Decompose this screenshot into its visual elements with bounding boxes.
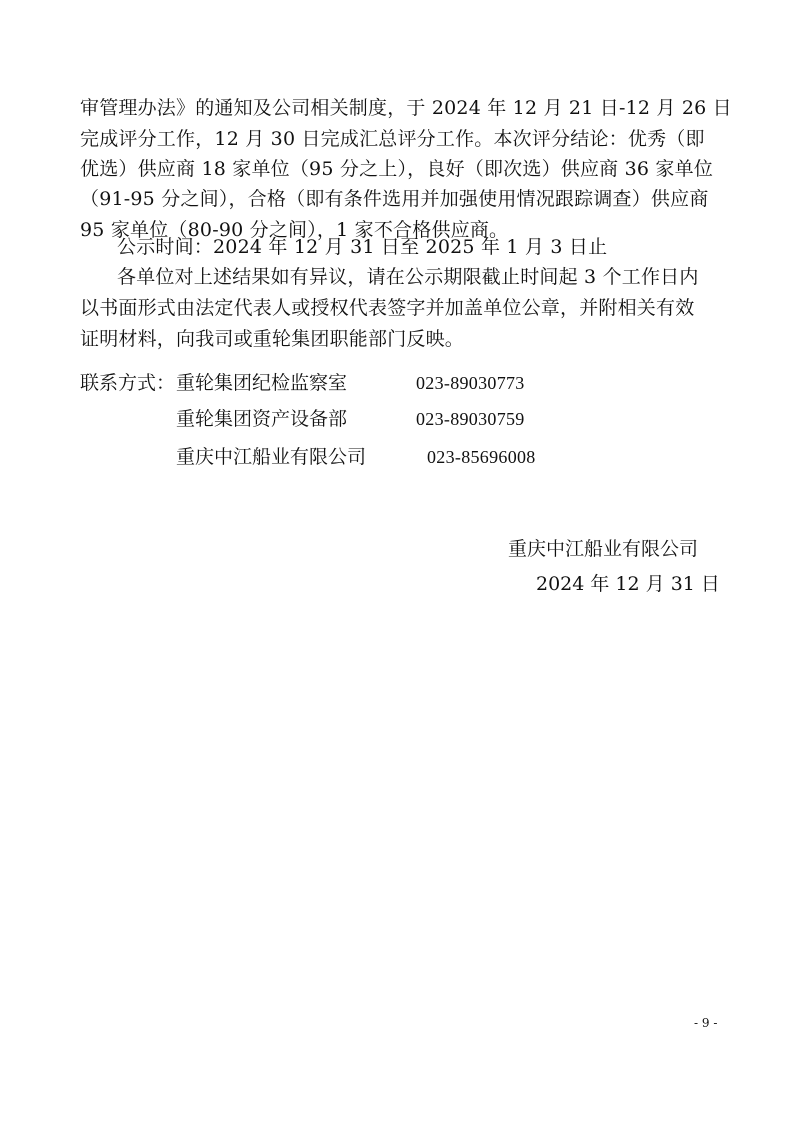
body-line-4: （91-95 分之间），合格（即有条件选用并加强使用情况跟踪调查）供应商	[80, 188, 709, 210]
body-line-2: 完成评分工作，12 月 30 日完成汇总评分工作。本次评分结论：优秀（即	[80, 128, 705, 150]
objection-line-3: 证明材料，向我司或重轮集团职能部门反映。	[80, 328, 465, 350]
contact-phone-2: 023-89030759	[416, 409, 525, 429]
contact-name-3: 重庆中江船业有限公司	[176, 446, 367, 468]
contact-name-2: 重轮集团资产设备部	[176, 408, 348, 430]
objection-line-1: 各单位对上述结果如有异议，请在公示期限截止时间起 3 个工作日内	[117, 266, 699, 288]
body-line-1: 审管理办法》的通知及公司相关制度，于 2024 年 12 月 21 日-12 月 26 日	[80, 97, 732, 119]
page-number: - 9 -	[694, 1016, 718, 1030]
contact-name-1: 重轮集团纪检监察室	[176, 372, 348, 394]
contact-label: 联系方式：	[80, 372, 176, 394]
signature-company: 重庆中江船业有限公司	[508, 538, 699, 560]
body-line-3: 优选）供应商 18 家单位（95 分之上），良好（即次选）供应商 36 家单位	[80, 158, 714, 180]
objection-line-2: 以书面形式由法定代表人或授权代表签字并加盖单位公章，并附相关有效	[80, 297, 695, 319]
body-line-5: 95 家单位（80-90 分之间），1 家不合格供应商。	[80, 219, 509, 241]
contact-phone-1: 023-89030773	[416, 373, 525, 393]
notice-time: 公示时间：2024 年 12 月 31 日至 2025 年 1 月 3 日止	[117, 236, 608, 258]
contact-phone-3: 023-85696008	[427, 447, 536, 467]
signature-date: 2024 年 12 月 31 日	[536, 573, 720, 595]
